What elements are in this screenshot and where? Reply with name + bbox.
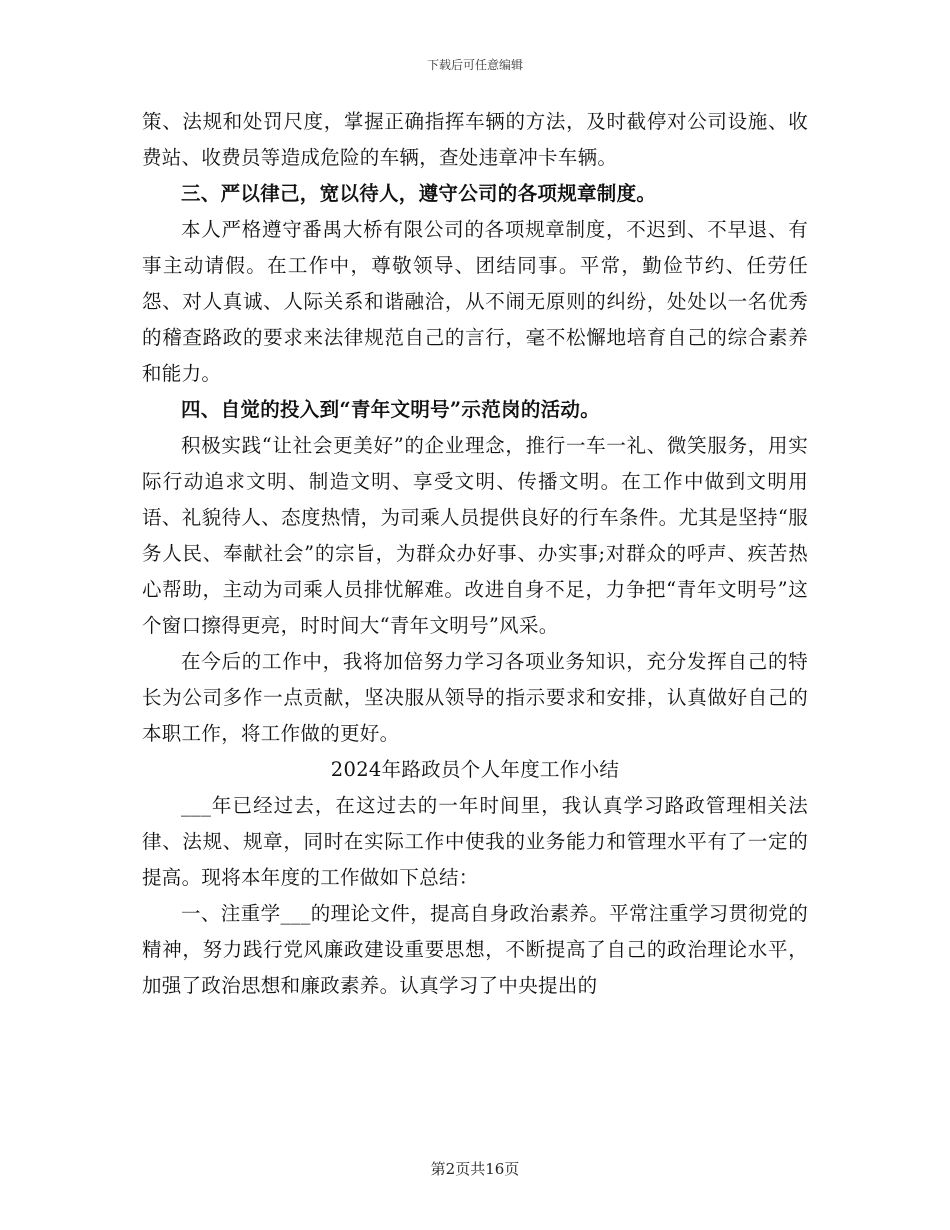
section-heading-3: 三、严以律己，宽以待人，遵守公司的各项规章制度。	[181, 182, 657, 205]
document-body	[142, 104, 808, 1004]
paragraph-rules: 本人严格遵守番禺大桥有限公司的各项规章制度，不迟到、不早退、有事主动请假。在工作中，尊敬领导、团结同事。平常，勤俭节约、任劳任怨、对人真诚、人际关系和谐融洽，从不闹无原则的纠纷，处处以一名优秀的稽查路政的要求来法律规范自己的言行，毫不松懈地培育自己的综合素养和能力。	[142, 218, 808, 385]
section-heading-4: 四、自觉的投入到“青年文明号”示范岗的活动。	[181, 398, 601, 421]
page-footer: 第2页共16页	[430, 1160, 520, 1178]
paragraph-intro: ___年已经过去，在这过去的一年时间里，我认真学习路政管理相关法律、法规、规章，同时在实际工作中使我的业务能力和管理水平有了一定的提高。现将本年度的工作做如下总结：	[142, 794, 808, 889]
paragraph-theory: 一、注重学___的理论文件，提高自身政治素养。平常注重学习贯彻党的精神，努力践行党风廉政建设重要思想，不断提高了自己的政治理论水平，加强了政治思想和廉政素养。认真学习了中央提出的	[142, 902, 808, 997]
document-title: 2024年路政员个人年度工作小结	[330, 758, 620, 781]
paragraph-continuation: 策、法规和处罚尺度，掌握正确指挥车辆的方法，及时截停对公司设施、收费站、收费员等造成危险的车辆，查处违章冲卡车辆。	[142, 110, 808, 169]
page-header: 下载后可任意编辑	[426, 58, 523, 72]
paragraph-future: 在今后的工作中，我将加倍努力学习各项业务知识，充分发挥自己的特长为公司多作一点贡献，坚决服从领导的指示要求和安排，认真做好自己的本职工作，将工作做的更好。	[142, 650, 808, 745]
paragraph-civilization: 积极实践“让社会更美好”的企业理念，推行一车一礼、微笑服务，用实际行动追求文明、制造文明、享受文明、传播文明。在工作中做到文明用语、礼貌待人、态度热情，为司乘人员提供良好的行车条件。尤其是坚持“服务人民、奉献社会”的宗旨，为群众办好事、办实事;对群众的呼声、疾苦热心帮助，主动为司乘人员排忧解难。改进自身不足，力争把“青年文明号”这个窗口擦得更亮，时时间大“青年文明号”风采。	[142, 434, 808, 637]
